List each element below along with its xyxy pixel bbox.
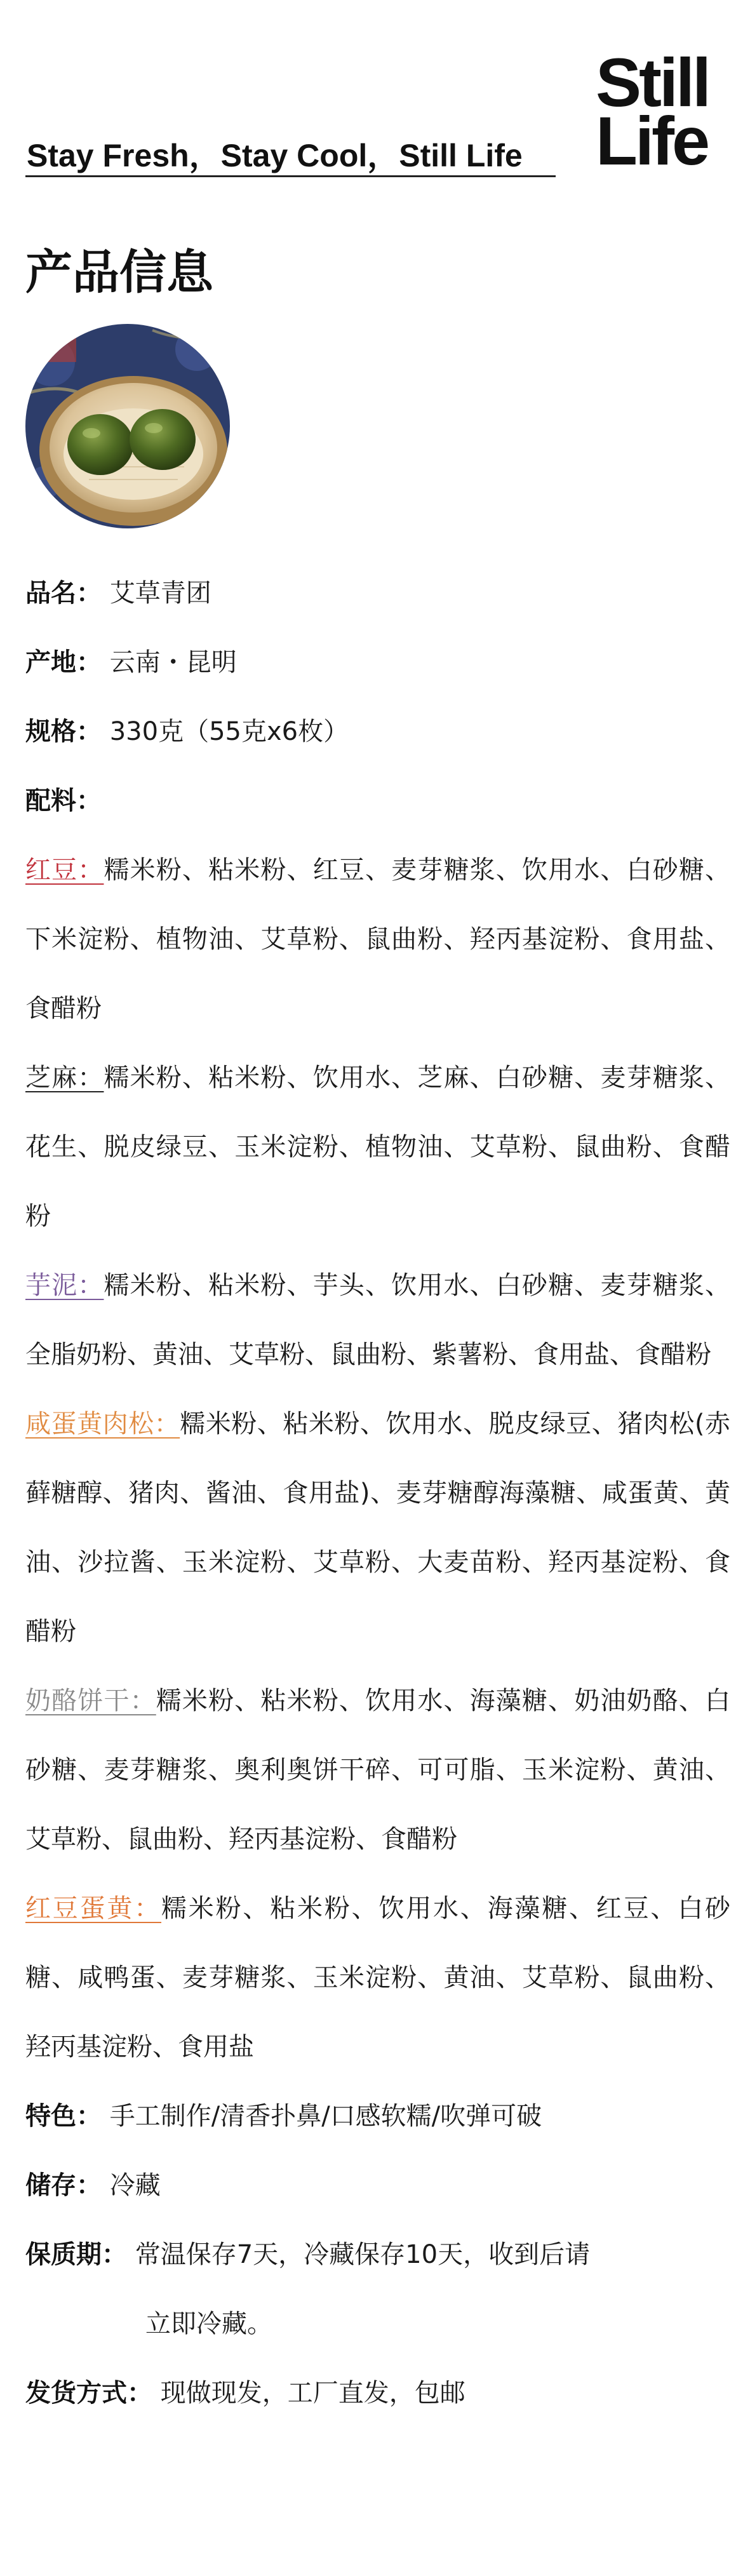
brand-slogan: Stay Fresh，Stay Cool，Still Life: [27, 138, 523, 173]
ingredient-list-text: 糯米粉、粘米粉、饮用水、海藻糖、奶油奶酪、白砂糖、麦芽糖浆、奥利奥饼干碎、可可脂、玉米淀粉、黄油、艾草粉、鼠曲粉、羟丙基淀粉、食醋粉: [25, 1686, 731, 1854]
ingredient-item: [25, 1390, 730, 1667]
ingredient-list-text: 糯米粉、粘米粉、芋头、饮用水、白砂糖、麦芽糖浆、全脂奶粉、黄油、艾草粉、鼠曲粉、紫薯粉、食用盐、食醋粉: [25, 1271, 731, 1369]
origin-label: 产地: [25, 648, 76, 677]
spec-row: 规格： 330克（55克x6枚）: [25, 717, 349, 746]
feature-value: 手工制作/清香扑鼻/口感软糯/吹弹可破: [109, 2102, 542, 2131]
spec-label: 规格: [25, 717, 76, 746]
name-label: 品名: [25, 579, 76, 608]
shipping-value: 现做现发，工厂直发，包邮: [160, 2378, 465, 2408]
ingredient-item: [25, 836, 730, 1043]
logo-line-2: Life: [596, 102, 708, 179]
logo-line-1: Still: [596, 44, 709, 121]
shelf-life-row: 保质期： 常温保存7天，冷藏保存10天，收到后请: [25, 2240, 591, 2269]
ingredient-flavor-label: 奶酪饼干：: [25, 1686, 156, 1715]
qingtuan-image: [25, 324, 230, 528]
ingredient-flavor-label: 芝麻：: [25, 1063, 104, 1092]
ingredient-flavor-label: 红豆蛋黄：: [25, 1894, 161, 1923]
ingredient-flavor-label: 咸蛋黄肉松：: [25, 1409, 180, 1439]
shelf-life-label: 保质期: [25, 2240, 102, 2269]
product-info: [25, 559, 730, 2428]
ingredient-list-text: 糯米粉、粘米粉、饮用水、芝麻、白砂糖、麦芽糖浆、花生、脱皮绿豆、玉米淀粉、植物油、艾草粉、鼠曲粉、食醋粉: [25, 1063, 731, 1231]
shelf-life-value-line2: 立即冷藏。: [145, 2309, 272, 2338]
origin-value: 云南・昆明: [109, 648, 237, 677]
ingredient-item: [25, 1874, 730, 2082]
ingredient-list-text: 糯米粉、粘米粉、红豆、麦芽糖浆、饮用水、白砂糖、下米淀粉、植物油、艾草粉、鼠曲粉、羟丙基淀粉、食用盐、食醋粉: [25, 855, 731, 1023]
product-name-row: 品名： 艾草青团: [25, 579, 211, 608]
ingredient-item: [25, 1043, 730, 1251]
ingredient-list-text: 糯米粉、粘米粉、饮用水、脱皮绿豆、猪肉松(赤藓糖醇、猪肉、酱油、食用盐)、麦芽糖醇海藻糖、咸蛋黄、黄油、沙拉酱、玉米淀粉、艾草粉、大麦苗粉、羟丙基淀粉、食醋粉: [25, 1409, 731, 1646]
product-photo: [25, 324, 230, 528]
slogan-divider: [25, 175, 556, 177]
still-life-logo: [596, 44, 709, 179]
page-title: 产品信息: [25, 245, 213, 300]
ingredient-flavor-label: 芋泥：: [25, 1271, 104, 1300]
shipping-row: 发货方式： 现做现发，工厂直发，包邮: [25, 2378, 465, 2408]
origin-row: 产地： 云南・昆明: [25, 648, 237, 677]
storage-row: 储存： 冷藏: [25, 2171, 161, 2200]
shelf-life-value-line1: 常温保存7天，冷藏保存10天，收到后请: [135, 2240, 591, 2269]
shipping-label: 发货方式: [25, 2378, 127, 2408]
storage-value: 冷藏: [109, 2171, 161, 2200]
ingredient-flavor-label: 红豆：: [25, 855, 104, 885]
ingredients-label: 配料: [25, 786, 76, 815]
shelf-life-row-continued: [25, 2290, 730, 2359]
ingredient-item: [25, 1251, 730, 1390]
storage-label: 储存: [25, 2171, 76, 2200]
feature-label: 特色: [25, 2102, 76, 2131]
spec-value: 330克（55克x6枚）: [109, 717, 349, 746]
ingredient-item: [25, 1667, 730, 1874]
ingredient-list-text: 糯米粉、粘米粉、饮用水、海藻糖、红豆、白砂糖、咸鸭蛋、麦芽糖浆、玉米淀粉、黄油、艾草粉、鼠曲粉、羟丙基淀粉、食用盐: [25, 1894, 730, 2062]
ingredients-list: [25, 836, 730, 2082]
name-value: 艾草青团: [109, 579, 211, 608]
ingredients-row: 配料：: [25, 786, 102, 815]
feature-row: 特色： 手工制作/清香扑鼻/口感软糯/吹弹可破: [25, 2102, 542, 2131]
